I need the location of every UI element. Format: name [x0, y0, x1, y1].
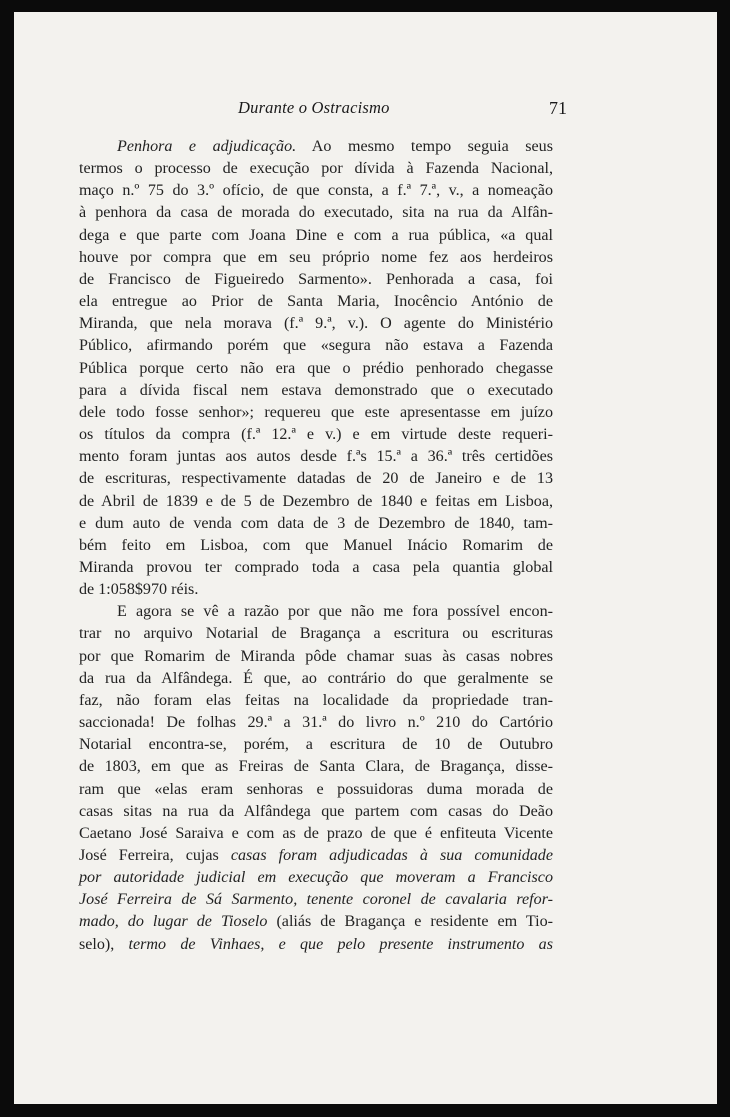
text-line: trar no arquivo Notarial de Bragança a escritura ou escrituras: [79, 625, 553, 643]
text-line: e dum auto de venda com data de 3 de Dezembro de 1840, tam-: [79, 514, 553, 532]
text-line: E agora se vê a razão por que não me fora possível encon-: [117, 603, 553, 621]
text-line: da rua da Alfândega. É que, ao contrário do que geralmente se: [79, 669, 553, 687]
text-line: [79, 911, 553, 933]
text-line: Público, afirmando porém que «segura não estava a Fazenda: [79, 337, 553, 355]
text-line: para a dívida fiscal nem estava demonstrado que o executado: [79, 381, 553, 399]
text-line: por que Romarim de Miranda pôde chamar suas às casas nobres: [79, 647, 553, 665]
text-line: Caetano José Saraiva e com as de prazo de que é enfiteuta Vicente: [79, 824, 553, 842]
text-line: de Francisco de Figueiredo Sarmento». Penhorada a casa, foi: [79, 270, 553, 288]
book-page: [14, 12, 717, 1104]
text-line: ram que «elas eram senhoras e possuidoras duma morada de: [79, 780, 553, 798]
text-line: por autoridade judicial em execução que moveram a Francisco: [79, 869, 553, 887]
text-line: maço n.º 75 do 3.º ofício, de que consta, a f.ª 7.ª, v., a nomeação: [79, 182, 553, 200]
text-line: dele todo fosse senhor»; requereu que este apresentasse em juízo: [79, 403, 553, 421]
body-text: [79, 136, 553, 956]
text-line: [79, 934, 553, 956]
text-line: José Ferreira de Sá Sarmento, tenente coronel de cavalaria refor-: [79, 891, 553, 909]
text-line: dega e que parte com Joana Dine e com a rua pública, «a qual: [79, 226, 553, 244]
text-line: de Abril de 1839 e de 5 de Dezembro de 1840 e feitas em Lisboa,: [79, 492, 553, 510]
text-line: termos o processo de execução por dívida à Fazenda Nacional,: [79, 160, 553, 178]
line-text: selo),: [79, 935, 129, 953]
text-line: Pública porque certo não era que o prédio penhorado chegasse: [79, 359, 553, 377]
text-line: à penhora da casa de morada do executado, sita na rua da Alfân-: [79, 204, 553, 222]
page-header: [14, 98, 717, 122]
text-line: [79, 845, 553, 867]
text-line: de 1803, em que as Freiras de Santa Clara, de Bragança, disse-: [79, 758, 553, 776]
text-line: saccionada! De folhas 29.ª a 31.ª do livro n.º 210 do Cartório: [79, 714, 553, 732]
page-number: 71: [549, 98, 567, 118]
text-line: casas sitas na rua da Alfândega que partem com casas do Deão: [79, 802, 553, 820]
paragraph-penhora: [79, 136, 553, 601]
text-line: ela entregue ao Prior de Santa Maria, Inocêncio António de: [79, 293, 553, 311]
text-line: Miranda, que nela morava (f.ª 9.ª, v.). O agente do Ministério: [79, 315, 553, 333]
running-title: Durante o Ostracismo: [238, 98, 390, 117]
text-line: bém feito em Lisboa, com que Manuel Inácio Romarim de: [79, 536, 553, 554]
text-line: Miranda provou ter comprado toda a casa pela quantia global: [79, 558, 553, 576]
line-text: José Ferreira, cujas: [79, 847, 231, 864]
text-line: faz, não foram elas feitas na localidade da propriedade tran-: [79, 691, 553, 709]
line-text: (aliás de Bragança e residente em Tio-: [267, 913, 553, 931]
text-line: houve por compra que em seu próprio nome fez aos herdeiros: [79, 248, 553, 266]
text-line: [79, 136, 553, 158]
italic-quote: casas foram adjudicadas à sua comunidade: [230, 847, 554, 864]
italic-quote: termo de Vinhaes, e que pelo presente instrumento as: [128, 935, 553, 953]
text-line: de escrituras, respectivamente datadas de 20 de Janeiro e de 13: [79, 470, 553, 488]
text-line: os títulos da compra (f.ª 12.ª e v.) e em virtude deste requeri-: [79, 426, 553, 444]
line-text: Ao mesmo tempo seguia seus: [296, 138, 553, 155]
section-heading: Penhora e adjudicação.: [117, 138, 297, 155]
text-line: de 1:058$970 réis.: [79, 581, 199, 599]
italic-quote: mado, do lugar de Tioselo: [79, 913, 268, 931]
text-line: Notarial encontra-se, porém, a escritura de 10 de Outubro: [79, 736, 553, 754]
text-line: mento foram juntas aos autos desde f.ªs 15.ª a 36.ª três certidões: [79, 448, 553, 466]
paragraph-razao: [79, 601, 553, 956]
